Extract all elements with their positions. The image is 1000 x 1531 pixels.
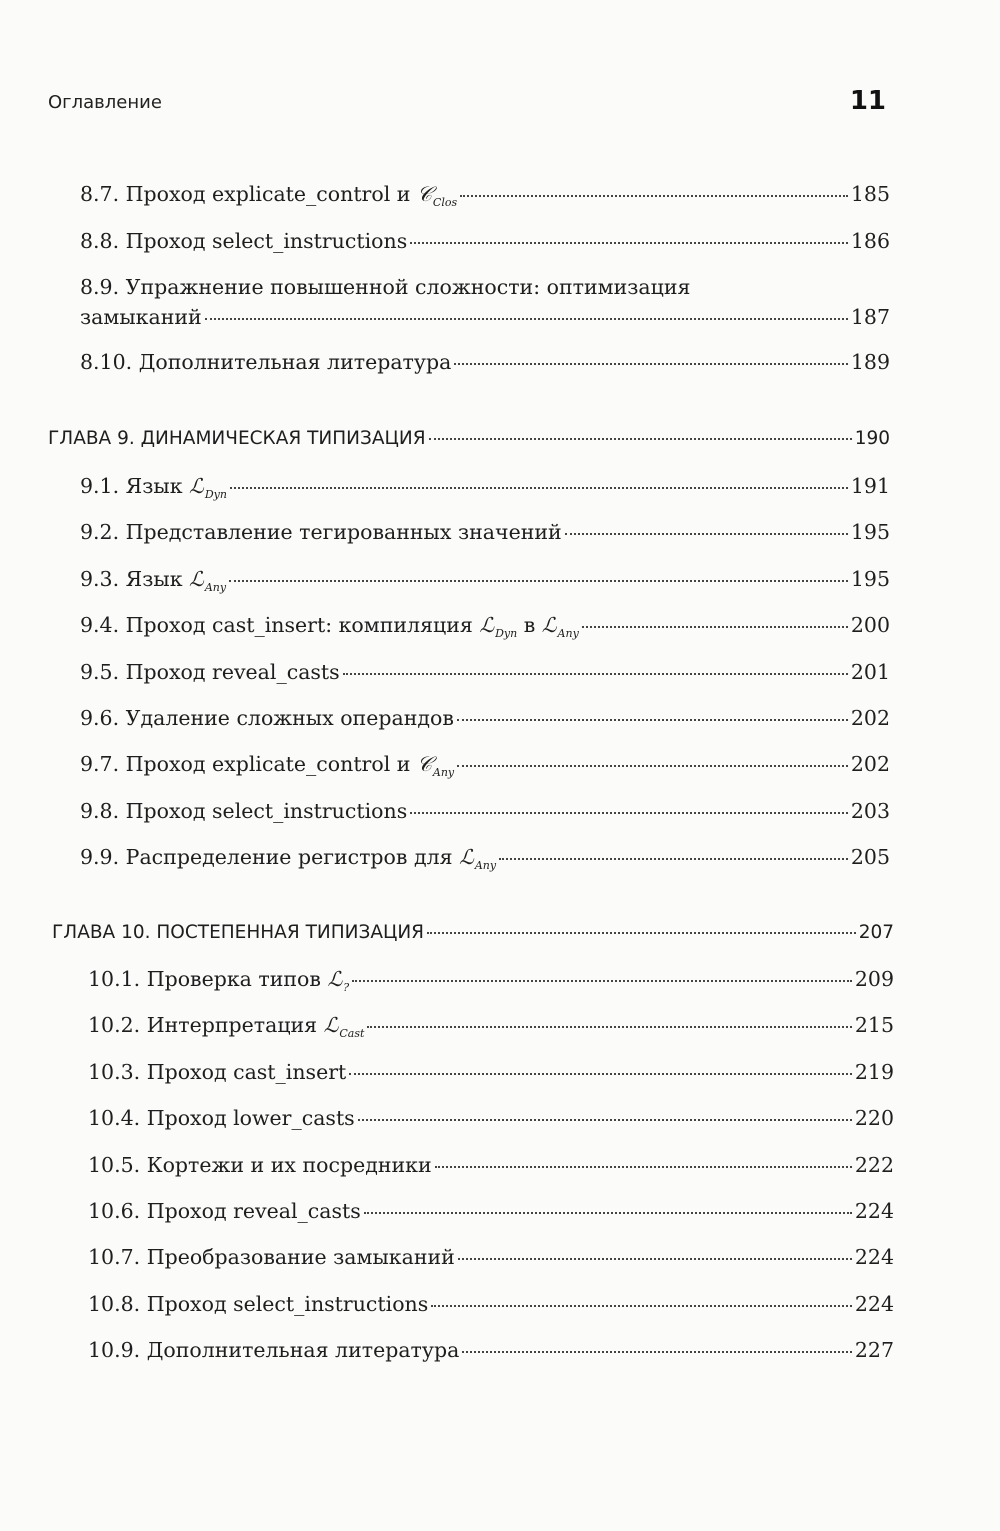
math-symbol: 𝒞 [416,752,432,776]
toc-entry-label [80,567,226,594]
page-ref: 190 [854,428,890,449]
page-ref: 195 [850,520,890,544]
section-title: Проход explicate_control и [125,752,417,776]
section-title: Проход reveal_casts [125,660,340,684]
math-subscript: Any [432,766,455,779]
math-subscript: ? [343,981,350,994]
dot-leader [205,318,848,320]
page-ref: 191 [850,474,890,498]
section-title: Проход explicate_control и [125,182,417,206]
math-subscript: Clos [432,196,458,209]
dot-leader [460,195,848,197]
chapter-title: ГЛАВА 10. ПОСТЕПЕННАЯ ТИПИЗАЦИЯ [52,922,425,943]
toc-entry-label [80,520,562,544]
section-number: 10.6. [88,1199,141,1223]
page-ref: 189 [850,350,890,374]
section-number: 9.2. [80,520,120,544]
page-ref: 222 [854,1153,894,1177]
page-ref: 203 [850,799,890,823]
toc-entry[interactable] [88,967,894,994]
toc-entry-label [80,275,690,299]
toc-entry[interactable] [88,1338,894,1362]
section-title-cont: замыканий [80,305,202,329]
toc-entry[interactable] [88,1013,894,1040]
toc-entry-label [88,1153,432,1177]
math-symbol: ℒ [323,1013,339,1037]
toc-entry-label [80,613,579,640]
toc-entry-label [88,1199,361,1223]
dot-leader [349,1073,852,1075]
toc-entry[interactable] [80,567,890,594]
math-symbol: ℒ [459,845,474,869]
dot-leader [429,438,852,440]
toc-entry[interactable] [80,229,890,253]
dot-leader [462,1351,852,1353]
section-title: Проход select_instructions [125,229,408,253]
section-number: 8.8. [80,229,120,253]
dot-leader [431,1305,852,1307]
section-number: 10.8. [88,1292,141,1316]
section-number: 9.6. [80,706,120,730]
section-number: 10.9. [88,1338,141,1362]
section-title: Кортежи и их посредники [146,1153,432,1177]
section-title: Проход cast_insert [146,1060,347,1084]
math-symbol: ℒ [189,474,204,498]
dot-leader [352,980,852,982]
section-number: 10.1. [88,967,141,991]
toc-entry-label [80,706,454,730]
page-ref: 219 [854,1060,894,1084]
section-number: 8.10. [80,350,133,374]
toc-entry[interactable] [80,474,890,501]
section-title: Проход select_instructions [146,1292,429,1316]
toc-entry-label [80,229,407,253]
section-number: 10.2. [88,1013,141,1037]
toc-entry[interactable] [88,1060,894,1084]
math-symbol: ℒ [189,567,204,591]
toc-entry[interactable] [88,1292,894,1316]
section-number: 9.9. [80,845,120,869]
toc-entry-label [88,1060,346,1084]
chapter-entry[interactable] [48,428,890,449]
section-number: 8.7. [80,182,120,206]
section-title: Преобразование замыканий [146,1245,455,1269]
page-ref: 187 [850,305,890,329]
section-title: Дополнительная литература [146,1338,460,1362]
page-ref: 224 [854,1292,894,1316]
toc-entry-label [80,752,454,779]
toc-entry[interactable] [80,752,890,779]
page-ref: 220 [854,1106,894,1130]
section-number: 9.1. [80,474,120,498]
toc-entry-label [88,1338,459,1362]
page-ref: 195 [850,567,890,591]
running-header: Оглавление [48,92,162,113]
toc-entry-label [80,845,496,872]
toc-entry-label [80,182,457,209]
dot-leader [457,765,848,767]
toc-entry[interactable] [80,520,890,544]
section-number: 10.5. [88,1153,141,1177]
page-ref: 227 [854,1338,894,1362]
page-ref: 205 [850,845,890,869]
page-ref: 224 [854,1199,894,1223]
math-symbol: ℒ [479,613,495,637]
toc-entry[interactable] [80,799,890,823]
toc-entry[interactable] [80,182,890,209]
section-title-connector: в [517,613,542,637]
section-title: Проход select_instructions [125,799,408,823]
page-ref: 202 [850,706,890,730]
dot-leader [435,1166,852,1168]
section-number: 9.3. [80,567,120,591]
dot-leader [367,1026,851,1028]
section-number: 10.7. [88,1245,141,1269]
section-title: Проверка типов [146,967,328,991]
page-ref: 215 [854,1013,894,1037]
toc-entry[interactable] [80,660,890,684]
dot-leader [458,1258,852,1260]
toc-entry[interactable] [80,613,890,640]
dot-leader [364,1212,852,1214]
math-subscript: Cast [339,1027,365,1040]
math-symbol: ℒ [327,967,343,991]
page-number: 11 [849,86,886,116]
section-number: 9.8. [80,799,120,823]
page-ref: 202 [850,752,890,776]
section-title: Упражнение повышенной сложности: оптимизация [125,275,691,299]
section-title: Дополнительная литература [138,350,452,374]
dot-leader [457,719,848,721]
toc-entry-label [80,660,340,684]
section-title: Язык [125,474,190,498]
page-ref: 186 [850,229,890,253]
section-number: 9.7. [80,752,120,776]
section-title: Проход cast_insert: компиляция [125,613,480,637]
toc-entry-label [88,1013,364,1040]
dot-leader [343,673,848,675]
dot-leader [499,858,848,860]
dot-leader [410,242,848,244]
chapter-title: ГЛАВА 9. ДИНАМИЧЕСКАЯ ТИПИЗАЦИЯ [48,428,426,449]
math-symbol: ℒ [541,613,557,637]
page-ref: 207 [858,922,894,943]
section-title: Интерпретация [146,1013,324,1037]
section-number: 9.5. [80,660,120,684]
toc-entry[interactable] [88,1153,894,1177]
dot-leader [230,487,848,489]
toc-entry[interactable] [80,350,890,374]
chapter-entry[interactable] [52,922,894,943]
math-subscript: Any [474,859,497,872]
toc-entry[interactable] [88,1106,894,1130]
toc-entry-label [88,1245,455,1269]
section-number: 10.3. [88,1060,141,1084]
toc-entry-label [88,967,349,994]
toc-entry[interactable] [88,1199,894,1223]
page-ref: 200 [850,613,890,637]
toc-entry-continuation[interactable] [80,305,890,329]
math-subscript: Any [204,581,227,594]
toc-entry-label [88,1292,428,1316]
page-ref: 185 [850,182,890,206]
math-subscript: Dyn [495,627,518,640]
dot-leader [427,932,856,934]
page-ref: 201 [850,660,890,684]
section-title: Проход reveal_casts [146,1199,361,1223]
section-number: 8.9. [80,275,120,299]
math-subscript: Any [557,627,579,640]
math-symbol: 𝒞 [416,182,432,206]
page-ref: 209 [854,967,894,991]
section-number: 10.4. [88,1106,141,1130]
toc-entry-label [80,799,407,823]
toc-entry[interactable] [80,706,890,730]
dot-leader [454,363,848,365]
toc-entry-label [80,474,227,501]
dot-leader [410,812,848,814]
dot-leader [582,626,848,628]
toc-entry-label [88,1106,355,1130]
section-title: Удаление сложных операндов [125,706,454,730]
page-ref: 224 [854,1245,894,1269]
dot-leader [565,533,848,535]
section-title: Распределение регистров для [125,845,460,869]
dot-leader [358,1119,852,1121]
toc-entry[interactable] [80,275,890,299]
section-title: Язык [125,567,190,591]
section-title: Представление тегированных значений [125,520,562,544]
math-subscript: Dyn [204,488,227,501]
section-title: Проход lower_casts [146,1106,355,1130]
section-number: 9.4. [80,613,120,637]
toc-entry-label [80,350,451,374]
toc-entry[interactable] [88,1245,894,1269]
toc-entry[interactable] [80,845,890,872]
dot-leader [229,580,848,582]
